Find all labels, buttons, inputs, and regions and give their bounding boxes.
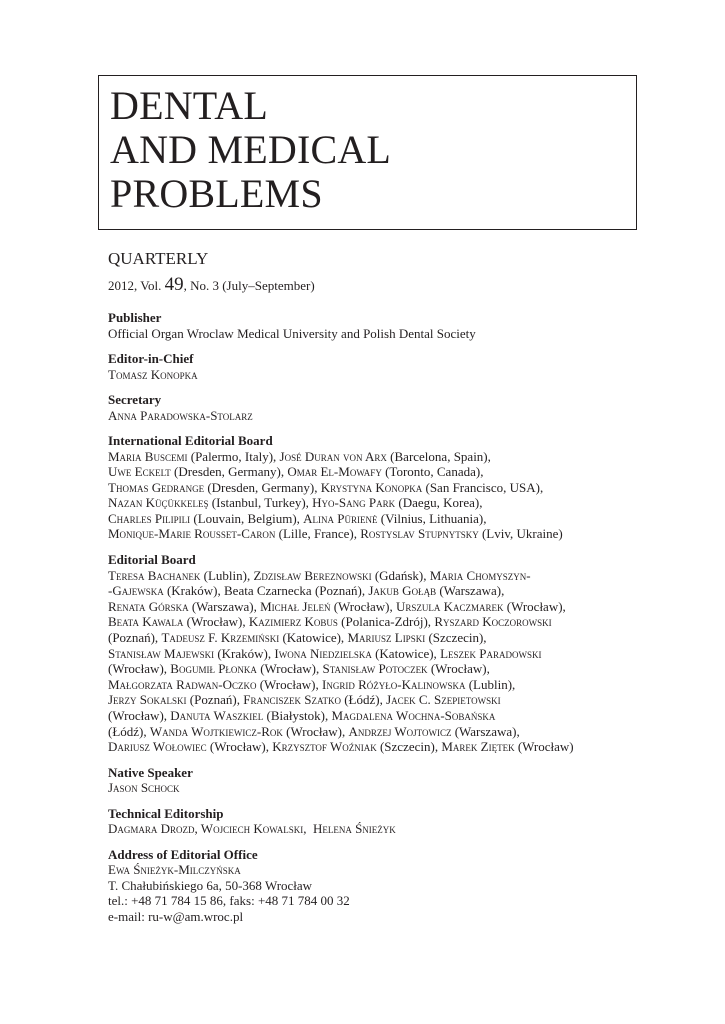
editorial-board-section [108,552,708,755]
member-affiliation: (Wrocław), [256,661,323,677]
member-affiliation: (Lviv, Ukraine) [478,526,563,542]
editor-in-chief-section [108,351,708,382]
board-line [108,480,708,496]
board-line [108,630,708,646]
member-affiliation: (Poznań), [108,629,162,645]
member-name: -Gajewska [108,583,164,599]
member-name: Hyo-Sang Park [312,495,396,511]
member-name: Maria Buscemi [108,448,188,464]
member-affiliation: (Katowice), [371,645,441,661]
publisher-text: Official Organ Wroclaw Medical University and Polish Dental Society [108,325,476,341]
board-line [108,661,708,677]
board-line [108,583,708,599]
member-affiliation: (Wrocław), [206,739,273,755]
member-name: Iwona Niedzielska [274,645,372,661]
technical-editorship-heading: Technical Editorship [108,805,224,821]
member-name: Mariusz Lipski [347,629,426,645]
member-name: Maria Chomyszyn- [429,567,531,583]
member-affiliation: (Kraków), [214,645,275,661]
member-affiliation: (Gdańsk), [371,567,430,583]
member-name: Magdalena Wochna-Sobańska [331,707,496,723]
board-line [108,568,708,584]
member-name: Jerzy Sokalski [108,692,187,708]
member-name: Krystyna Konopka [320,479,423,495]
masthead-content [108,249,708,924]
member-affiliation: (Wrocław), [503,598,566,614]
member-affiliation: (Wrocław), [183,614,249,630]
board-line [108,724,708,740]
board-line [108,677,708,693]
member-name: Beata Kawala [108,614,184,630]
member-affiliation: (Dresden, Germany), [204,479,321,495]
issue-info [108,275,708,296]
technical-editorship-section [108,806,708,837]
address-phone: tel.: +48 71 784 15 86, faks: +48 71 784 00 32 [108,893,350,909]
member-affiliation: (Warszawa), [188,598,261,614]
board-line [108,495,708,511]
member-affiliation: (Katowice), [279,629,348,645]
member-affiliation: (San Francisco, USA), [422,479,544,495]
member-name: Dariusz Wołowiec [108,739,207,755]
member-affiliation: (Lille, France), [275,526,361,542]
native-speaker-section [108,765,708,796]
board-line [108,526,708,542]
member-affiliation: (Kraków), Beata Czarnecka (Poznań), [163,583,369,599]
international-board-heading: International Editorial Board [108,433,273,448]
issue-volume-number: 49 [164,274,184,295]
member-name: Krzysztof Woźniak [272,739,377,755]
member-affiliation: (Polanica-Zdrój), [337,614,435,630]
board-line [108,464,708,480]
journal-title-box [98,75,637,230]
member-name: Nazan Küçükkeleş [108,495,209,511]
member-affiliation: (Vilnius, Lithuania), [377,510,487,526]
editorial-board-heading: Editorial Board [108,552,196,568]
board-line [108,739,708,755]
board-line [108,449,708,465]
member-name: Marek Ziętek [441,739,515,755]
member-name: Franciszek Szatko [243,692,341,708]
member-name: Stanisław Majewski [108,645,215,661]
address-heading: Address of Editorial Office [108,846,258,862]
member-affiliation: (Białystok), [263,707,332,723]
native-speaker-name: Jason Schock [108,780,180,796]
editor-in-chief-heading: Editor-in-Chief [108,351,194,366]
member-affiliation: (Daegu, Korea), [395,495,483,511]
address-contact-name: Ewa Śnieżyk-Milczyńska [108,862,241,878]
native-speaker-heading: Native Speaker [108,764,193,780]
board-line [108,692,708,708]
member-name: Renata Górska [108,598,189,614]
secretary-section [108,392,708,423]
member-affiliation: (Warszawa), [451,723,520,739]
member-affiliation: (Toronto, Canada), [381,464,484,480]
member-name: José Duran von Arx [279,448,387,464]
member-name: Omar El-Mowafy [287,464,382,480]
board-line [108,646,708,662]
member-name: Bogumił Płonka [170,661,257,677]
secretary-heading: Secretary [108,392,162,407]
member-name: Wanda Wojtkiewicz-Rok [149,723,283,739]
board-line [108,511,708,527]
member-name: Kazimierz Kobus [248,614,338,630]
member-affiliation: (Wrocław), [427,661,490,677]
member-affiliation: (Dresden, Germany), [170,464,288,480]
address-email: e-mail: ru-w@am.wroc.pl [108,908,244,924]
board-line [108,708,708,724]
member-affiliation: (Lublin), [465,676,516,692]
member-name: Charles Pilipili [108,510,191,526]
member-affiliation: (Szczecin), [425,629,487,645]
board-line [108,599,708,615]
member-name: Teresa Bachanek [108,567,201,583]
member-affiliation: (Louvain, Belgium), [190,510,304,526]
international-board-list [108,449,708,543]
member-affiliation: (Palermo, Italy), [187,448,280,464]
member-name: Danuta Waszkiel [170,707,264,723]
member-affiliation: (Łódź), [108,723,150,739]
board-line [108,614,708,630]
member-name: Urszula Kaczmarek [395,598,504,614]
member-name: Jacek C. Szepietowski [386,692,501,708]
member-name: Uwe Eckelt [108,464,171,480]
member-affiliation: (Barcelona, Spain), [386,448,491,464]
member-affiliation: (Wrocław), [108,661,171,677]
member-name: Andrzej Wojtowicz [348,723,452,739]
member-name: Stanisław Potoczek [322,661,428,677]
technical-editorship-names: Dagmara Drozd, Wojciech Kowalski, Helena Śnieżyk [108,821,396,837]
member-affiliation: (Lublin), [200,567,254,583]
member-name: Rostyslav Stupnytsky [360,526,479,542]
journal-title-line-1: DENTAL [110,83,268,128]
member-affiliation: (Poznań), [186,692,244,708]
member-affiliation: (Szczecin), [376,739,442,755]
member-affiliation: (Wrocław), [108,707,171,723]
international-board-section [108,433,708,542]
journal-title-line-2: AND MEDICAL [110,127,392,172]
member-name: Jakub Gołąb [368,583,437,599]
member-name: Ingrid Różyło-Kalinowska [322,676,466,692]
member-affiliation: (Wrocław) [514,739,574,755]
publisher-heading: Publisher [108,310,162,325]
member-affiliation: (Warszawa), [436,583,505,599]
member-name: Michał Jeleń [260,598,331,614]
editor-in-chief-name: Tomasz Konopka [108,366,198,382]
issue-number: , No. 3 (July–September) [183,278,315,293]
member-name: Ryszard Koczorowski [434,614,552,630]
member-name: Zdzisław Bereznowski [253,567,372,583]
member-affiliation: (Łódź), [340,692,387,708]
member-name: Małgorzata Radwan-Oczko [108,676,257,692]
journal-title-line-3: PROBLEMS [110,171,323,216]
member-name: Thomas Gedrange [108,479,205,495]
frequency-label: QUARTERLY [108,249,209,268]
member-affiliation: (Wrocław), [256,676,322,692]
member-name: Alina Pūrienė [303,510,378,526]
address-section [108,847,708,925]
secretary-name: Anna Paradowska-Stolarz [108,407,253,423]
member-affiliation: (Istanbul, Turkey), [208,495,313,511]
issue-year-vol: 2012, Vol. [108,278,162,293]
member-name: Leszek Paradowski [440,645,542,661]
member-affiliation: (Wrocław), [330,598,396,614]
member-affiliation: (Wrocław), [282,723,349,739]
publisher-section [108,310,708,341]
editorial-board-list [108,568,708,755]
member-name: Monique-Marie Rousset-Caron [108,526,276,542]
member-name: Tadeusz F. Krzemiński [161,629,280,645]
address-street: T. Chałubińskiego 6a, 50-368 Wrocław [108,877,313,893]
